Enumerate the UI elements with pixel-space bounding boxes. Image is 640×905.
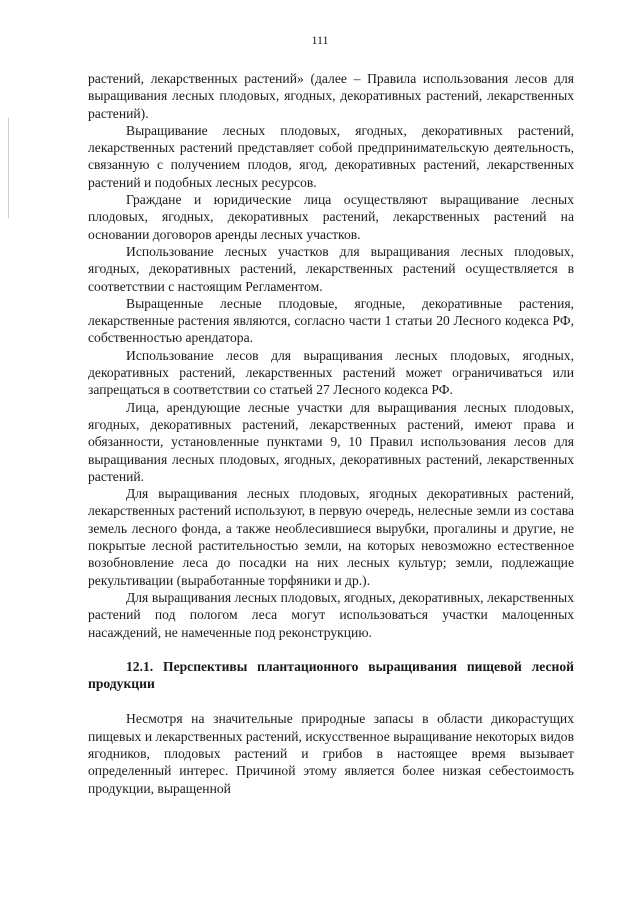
paragraph: Лица, арендующие лесные участки для выращивания лесных плодовых, ягодных, декоративных растений, лекарственных растений, имеют права и обязанности, установленные пунктами 9, 10 Правил использования лесов для выращивания лесных плодовых, ягодных, декоративных растений, лекарственных растений.	[88, 399, 574, 484]
paragraph: Использование лесов для выращивания лесных плодовых, ягодных, декоративных растений, лекарственных растений может ограничиваться или запрещаться в соответствии со статьей 27 Лесного кодекса РФ.	[88, 347, 574, 398]
document-body	[88, 70, 574, 797]
paragraph: Для выращивания лесных плодовых, ягодных декоративных растений, лекарственных растений используют, в первую очередь, нелесные земли из состава земель лесного фонда, а также необлесившиеся вырубки, прогалины и другие, не покрытые лесной растительностью земли, на которых невозможно естественное возобновление леса до посадки на них лесных культур; земли, подлежащие рекультивации (выработанные торфяники и др.).	[88, 486, 574, 588]
paragraph: растений, лекарственных растений» (далее – Правила использования лесов для выращивания лесных плодовых, ягодных, декоративных растений, лекарственных растений).	[88, 71, 574, 121]
page-number: 111	[311, 33, 329, 47]
paragraph: Использование лесных участков для выращивания лесных плодовых, ягодных, декоративных растений, лекарственных растений осуществляется в соответствии с настоящим Регламентом.	[88, 243, 574, 294]
paragraph: Граждане и юридические лица осуществляют выращивание лесных плодовых, ягодных, декоративных растений, лекарственных растений на основании договоров аренды лесных участков.	[88, 192, 574, 242]
paragraph: Несмотря на значительные природные запасы в области дикорастущих пищевых и лекарственных растений, искусственное выращивание некоторых видов ягодников, плодовых растений и грибов в настоящее время вызывает определенный интерес. Причиной этому является более низкая себестоимость продукции, выращенной	[88, 711, 574, 796]
paragraph: Выращенные лесные плодовые, ягодные, декоративные растения, лекарственные растения являются, согласно части 1 статьи 20 Лесного кодекса РФ, собственностью арендатора.	[88, 295, 574, 346]
paragraph: Для выращивания лесных плодовых, ягодных, декоративных, лекарственных растений под пологом леса могут использоваться участки малоценных насаждений, не намеченные под реконструкцию.	[88, 589, 574, 640]
paragraph: Выращивание лесных плодовых, ягодных, декоративных растений, лекарственных растений представляет собой предпринимательскую деятельность, связанную с получением плодов, ягод, декоративных растений, лекарственных растений и подобных лесных ресурсов.	[88, 122, 574, 190]
section-heading: 12.1. Перспективы плантационного выращивания пищевой лесной продукции	[88, 658, 574, 692]
scan-margin-mark	[8, 118, 9, 218]
